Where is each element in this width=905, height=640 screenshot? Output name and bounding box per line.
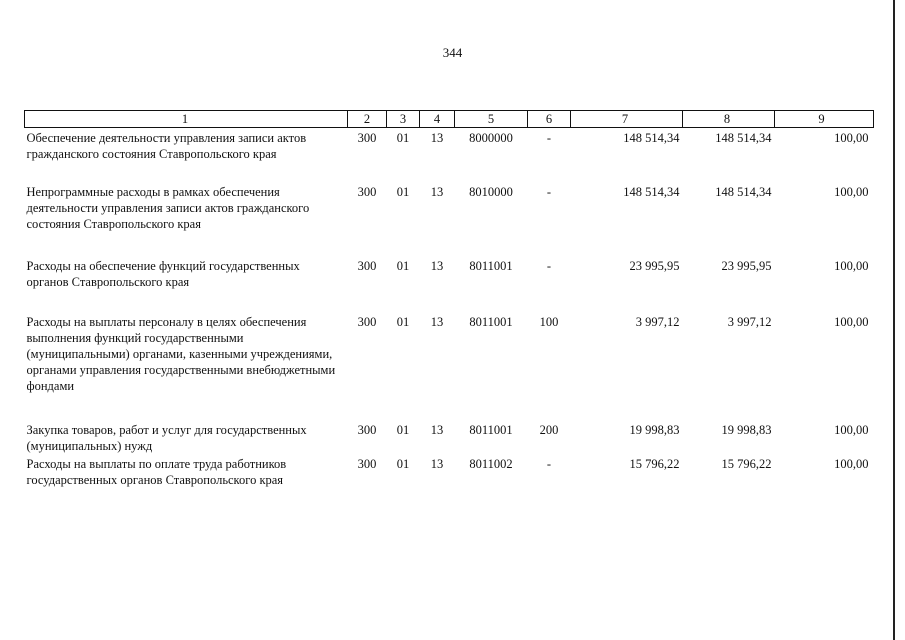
row-col-7: 148 514,34 bbox=[623, 185, 680, 199]
row-col-6: - bbox=[546, 259, 552, 273]
row-col-9: 100,00 bbox=[834, 131, 869, 145]
column-header-6: 6 bbox=[528, 111, 571, 128]
row-col-3: 01 bbox=[396, 131, 410, 145]
row-col-6: - bbox=[546, 131, 552, 145]
row-col-9: 100,00 bbox=[834, 185, 869, 199]
header-row bbox=[25, 111, 874, 128]
row-col-4: 13 bbox=[430, 457, 444, 471]
row-col-5: 8010000 bbox=[469, 185, 513, 199]
row-col-3: 01 bbox=[396, 185, 410, 199]
row-col-3: 01 bbox=[396, 423, 410, 437]
page-edge-line bbox=[893, 0, 895, 640]
row-col-4: 13 bbox=[430, 185, 444, 199]
table-body bbox=[25, 128, 874, 491]
row-col-8: 19 998,83 bbox=[721, 423, 772, 437]
row-col-2: 300 bbox=[357, 457, 377, 471]
row-col-6: - bbox=[546, 457, 552, 471]
row-col-8: 23 995,95 bbox=[721, 259, 772, 273]
column-header-2: 2 bbox=[348, 111, 387, 128]
row-name: Расходы на выплаты по оплате труда работников государственных органов Ставропольского края bbox=[26, 457, 287, 487]
row-col-4: 13 bbox=[430, 131, 444, 145]
column-header-3: 3 bbox=[387, 111, 420, 128]
column-header-4: 4 bbox=[420, 111, 455, 128]
column-header-1: 1 bbox=[25, 111, 348, 128]
row-col-2: 300 bbox=[357, 423, 377, 437]
row-col-5: 8011001 bbox=[469, 259, 513, 273]
column-header-5: 5 bbox=[455, 111, 528, 128]
table-header bbox=[25, 111, 874, 128]
row-col-9: 100,00 bbox=[834, 457, 869, 471]
row-col-2: 300 bbox=[357, 315, 377, 329]
row-col-7: 19 998,83 bbox=[629, 423, 680, 437]
row-col-6: 200 bbox=[539, 423, 559, 437]
row-col-8: 3 997,12 bbox=[727, 315, 772, 329]
row-name: Расходы на обеспечение функций государственных органов Ставропольского края bbox=[26, 259, 300, 289]
row-col-7: 148 514,34 bbox=[623, 131, 680, 145]
row-col-4: 13 bbox=[430, 259, 444, 273]
row-col-7: 23 995,95 bbox=[629, 259, 680, 273]
row-col-9: 100,00 bbox=[834, 315, 869, 329]
row-col-2: 300 bbox=[357, 185, 377, 199]
column-header-9: 9 bbox=[775, 111, 874, 128]
row-col-8: 148 514,34 bbox=[715, 185, 772, 199]
table-row bbox=[25, 258, 874, 314]
page-number: 344 bbox=[442, 45, 463, 60]
row-col-3: 01 bbox=[396, 259, 410, 273]
row-col-8: 148 514,34 bbox=[715, 131, 772, 145]
row-col-4: 13 bbox=[430, 423, 444, 437]
row-col-3: 01 bbox=[396, 315, 410, 329]
row-col-5: 8011001 bbox=[469, 423, 513, 437]
table-row bbox=[25, 184, 874, 258]
row-col-6: 100 bbox=[539, 315, 559, 329]
row-name: Расходы на выплаты персоналу в целях обеспечения выполнения функций государственными (муниципальными) органами, казенными учреждениями, органами управления государственными внебюджетными фондами bbox=[26, 315, 336, 393]
row-col-7: 3 997,12 bbox=[635, 315, 680, 329]
column-header-7: 7 bbox=[571, 111, 683, 128]
table-row bbox=[25, 422, 874, 456]
row-col-2: 300 bbox=[357, 259, 377, 273]
table-row bbox=[25, 128, 874, 185]
row-col-4: 13 bbox=[430, 315, 444, 329]
row-col-8: 15 796,22 bbox=[721, 457, 772, 471]
row-col-6: - bbox=[546, 185, 552, 199]
row-col-3: 01 bbox=[396, 457, 410, 471]
row-name: Закупка товаров, работ и услуг для государственных (муниципальных) нужд bbox=[26, 423, 307, 453]
row-col-5: 8011001 bbox=[469, 315, 513, 329]
row-col-9: 100,00 bbox=[834, 259, 869, 273]
table-row bbox=[25, 314, 874, 422]
row-col-2: 300 bbox=[357, 131, 377, 145]
row-col-5: 8011002 bbox=[469, 457, 513, 471]
row-col-9: 100,00 bbox=[834, 423, 869, 437]
row-name: Непрограммные расходы в рамках обеспечения деятельности управления записи актов гражданского состояния Ставропольского края bbox=[26, 185, 310, 231]
table-row bbox=[25, 456, 874, 490]
row-col-7: 15 796,22 bbox=[629, 457, 680, 471]
row-col-5: 8000000 bbox=[469, 131, 513, 145]
budget-table bbox=[24, 110, 874, 490]
row-name: Обеспечение деятельности управления записи актов гражданского состояния Ставропольского края bbox=[26, 131, 307, 161]
column-header-8: 8 bbox=[683, 111, 775, 128]
